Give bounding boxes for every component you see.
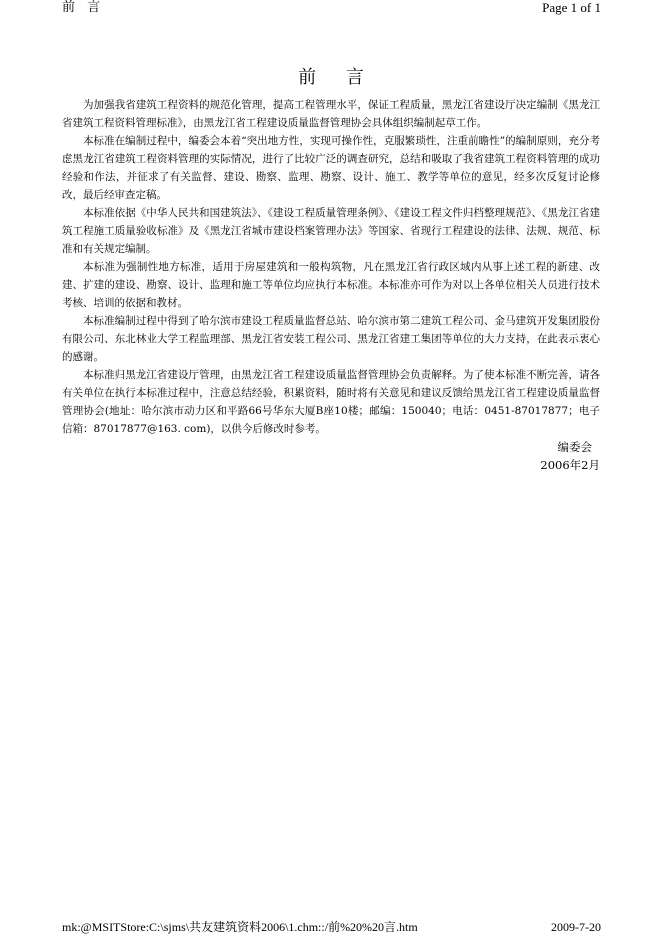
paragraph-principles: 本标准在编制过程中，编委会本着“突出地方性，实现可操作性，克服繁琐性，注重前瞻性”的编制原则，充分考虑黑龙江省建筑工程资料管理的实际情况，进行了比较广泛的调查研究，总结和吸取了我省建筑工程资料管理的成功经验和作法，并征求了有关监督、建设、勘察、监理、勘察、设计、施工、教学等单位的意见，经多次反复讨论修改，最后经审查定稿。 (62, 135, 600, 201)
paragraph-acknowledgements: 本标准编制过程中得到了哈尔滨市建设工程质量监督总站、哈尔滨市第二建筑工程公司、金马建筑开发集团股份有限公司、东北林业大学工程监理部、黑龙江省安装工程公司、黑龙江省建工集团等单位的大力支持，在此表示衷心的感谢。 (62, 315, 600, 363)
page-indicator: Page 1 of 1 (542, 0, 601, 15)
footer-print-date: 2009-7-20 (551, 920, 601, 934)
document-title: 前 言 (298, 67, 376, 88)
paragraph-purpose: 为加强我省建筑工程资料的规范化管理，提高工程管理水平，保证工程质量，黑龙江省建设厅决定编制《黑龙江省建筑工程资料管理标准》，由黑龙江省工程建设质量监督管理协会具体组织编制起草工作。 (62, 99, 600, 129)
paragraph-basis: 本标准依据《中华人民共和国建筑法》、《建设工程质量管理条例》、《建设工程文件归档整理规范》、《黑龙江省建筑工程施工质量验收标准》及《黑龙江省城市建设档案管理办法》等国家、省现行工程建设的法律、法规、规范、标准和有关规定编制。 (62, 207, 600, 255)
header-title: 前 言 (62, 0, 105, 15)
document-body (62, 96, 600, 474)
paragraph-scope: 本标准为强制性地方标准，适用于房屋建筑和一般构筑物，凡在黑龙江省行政区域内从事上述工程的新建、改建、扩建的建设、勘察、设计、监理和施工等单位均应执行本标准。本标准亦可作为对以上各单位相关人员进行技术考核、培训的依据和教材。 (62, 261, 600, 309)
footer-source-path: mk:@MSITStore:C:\sjms\共友建筑资料2006\1.chm::/前%20%20言.htm (62, 920, 418, 934)
signature-date: 2006年2月 (540, 458, 600, 472)
paragraph-interpretation: 本标准归黑龙江省建设厅管理，由黑龙江省工程建设质量监督管理协会负责解释。为了使本标准不断完善，请各有关单位在执行本标准过程中，注意总结经验，积累资料，随时将有关意见和建议反馈给黑龙江省工程建设质量监督管理协会(地址：哈尔滨市动力区和平路66号华东大厦B座10楼；邮编：150040；电话：0451-87017877；电子信箱：87017877@163. com)，以供今后修改时参考。 (62, 369, 600, 435)
signature-org: 编委会 (557, 440, 592, 454)
